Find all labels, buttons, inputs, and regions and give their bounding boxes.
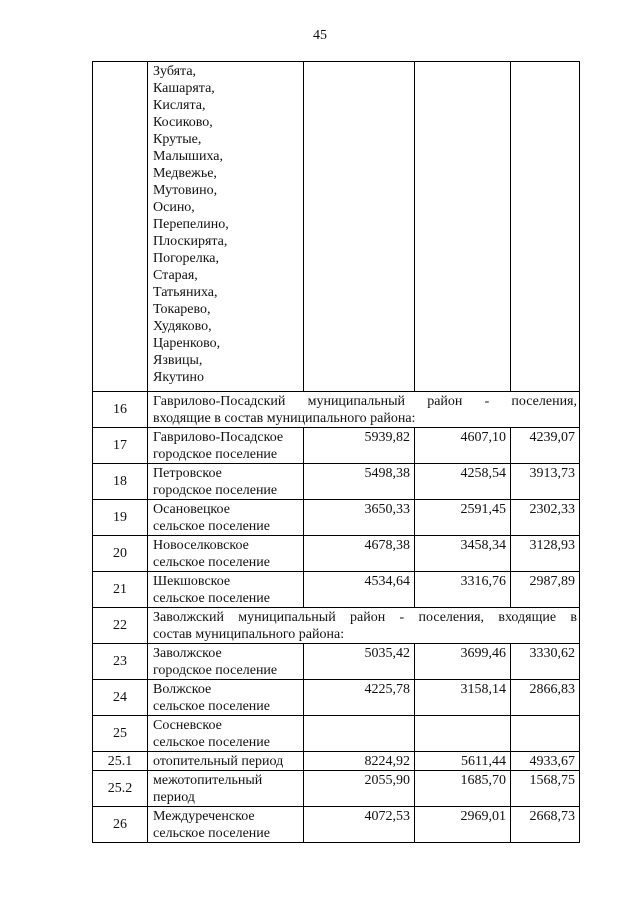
settlement-name: межотопительный период (148, 771, 304, 807)
value-cell: 2055,90 (304, 771, 415, 807)
value-cell (415, 62, 511, 392)
table-row (93, 62, 580, 392)
table-row (93, 716, 580, 752)
settlement-name: Сосневское сельское поселение (148, 716, 304, 752)
section-header-row (93, 608, 580, 644)
settlement-name: Волжское сельское поселение (148, 680, 304, 716)
village-name: Якутино (153, 370, 205, 385)
village-name: Зубята, (153, 64, 197, 79)
value-cell: 3913,73 (511, 464, 580, 500)
village-name: Токарево, (153, 302, 211, 317)
value-cell: 1568,75 (511, 771, 580, 807)
village-name: Косиково, (153, 115, 213, 130)
tariff-table (92, 61, 580, 843)
village-name: Крутые, (153, 132, 202, 147)
value-cell: 4239,07 (511, 428, 580, 464)
value-cell: 3330,62 (511, 644, 580, 680)
value-cell: 4225,78 (304, 680, 415, 716)
value-cell: 2866,83 (511, 680, 580, 716)
settlement-name: Осановецкое сельское поселение (148, 500, 304, 536)
village-name: Язвицы, (153, 353, 203, 368)
section-header: Гаврилово-Посадский муниципальный район - поселения, входящие в состав муниципального района: (148, 392, 580, 428)
section-header-row (93, 392, 580, 428)
value-cell: 4933,67 (511, 752, 580, 771)
value-cell: 1685,70 (415, 771, 511, 807)
table-row (93, 752, 580, 771)
value-cell (304, 62, 415, 392)
value-cell: 2302,33 (511, 500, 580, 536)
row-number: 23 (93, 644, 148, 680)
settlement-name: Петровское городское поселение (148, 464, 304, 500)
value-cell: 2668,73 (511, 807, 580, 843)
table-row (93, 771, 580, 807)
value-cell: 2969,01 (415, 807, 511, 843)
value-cell (511, 62, 580, 392)
row-number: 20 (93, 536, 148, 572)
village-name: Худяково, (153, 319, 212, 334)
value-cell: 4534,64 (304, 572, 415, 608)
value-cell (511, 716, 580, 752)
village-name: Старая, (153, 268, 198, 283)
row-number (93, 62, 148, 392)
row-number: 18 (93, 464, 148, 500)
village-name: Медвежье, (153, 166, 217, 181)
value-cell: 4607,10 (415, 428, 511, 464)
value-cell: 4258,54 (415, 464, 511, 500)
row-number: 19 (93, 500, 148, 536)
row-number: 16 (93, 392, 148, 428)
row-number: 26 (93, 807, 148, 843)
settlement-name: Междуреченское сельское поселение (148, 807, 304, 843)
value-cell: 2591,45 (415, 500, 511, 536)
settlement-name: Новоселковское сельское поселение (148, 536, 304, 572)
village-name: Малышиха, (153, 149, 223, 164)
value-cell: 8224,92 (304, 752, 415, 771)
settlement-name: Шекшовское сельское поселение (148, 572, 304, 608)
village-name: Кашарята, (153, 81, 215, 96)
row-number: 24 (93, 680, 148, 716)
table-row (93, 807, 580, 843)
value-cell: 4072,53 (304, 807, 415, 843)
table-row (93, 572, 580, 608)
row-number: 22 (93, 608, 148, 644)
table-row (93, 644, 580, 680)
village-name: Осино, (153, 200, 195, 215)
table-row (93, 680, 580, 716)
village-list (148, 62, 304, 392)
settlement-name: отопительный период (148, 752, 304, 771)
village-name: Перепелино, (153, 217, 229, 232)
value-cell: 2987,89 (511, 572, 580, 608)
value-cell: 4678,38 (304, 536, 415, 572)
value-cell (415, 716, 511, 752)
table-row (93, 464, 580, 500)
value-cell: 3699,46 (415, 644, 511, 680)
value-cell: 3650,33 (304, 500, 415, 536)
village-name: Царенково, (153, 336, 221, 351)
row-number: 25.1 (93, 752, 148, 771)
value-cell: 3316,76 (415, 572, 511, 608)
page-number: 45 (313, 28, 327, 43)
village-name: Татьяниха, (153, 285, 218, 300)
row-number: 17 (93, 428, 148, 464)
village-name: Плоскирята, (153, 234, 228, 249)
value-cell: 3158,14 (415, 680, 511, 716)
row-number: 25.2 (93, 771, 148, 807)
settlement-name: Гаврилово-Посадское городское поселение (148, 428, 304, 464)
value-cell: 5498,38 (304, 464, 415, 500)
value-cell: 5611,44 (415, 752, 511, 771)
table-row (93, 428, 580, 464)
value-cell (304, 716, 415, 752)
value-cell: 3458,34 (415, 536, 511, 572)
table-row (93, 536, 580, 572)
row-number: 21 (93, 572, 148, 608)
table-row (93, 500, 580, 536)
section-header: Заволжский муниципальный район - поселения, входящие в состав муниципального района: (148, 608, 580, 644)
village-name: Мутовино, (153, 183, 218, 198)
village-name: Погорелка, (153, 251, 220, 266)
value-cell: 5035,42 (304, 644, 415, 680)
village-name: Кислята, (153, 98, 206, 113)
value-cell: 5939,82 (304, 428, 415, 464)
row-number: 25 (93, 716, 148, 752)
value-cell: 3128,93 (511, 536, 580, 572)
settlement-name: Заволжское городское поселение (148, 644, 304, 680)
